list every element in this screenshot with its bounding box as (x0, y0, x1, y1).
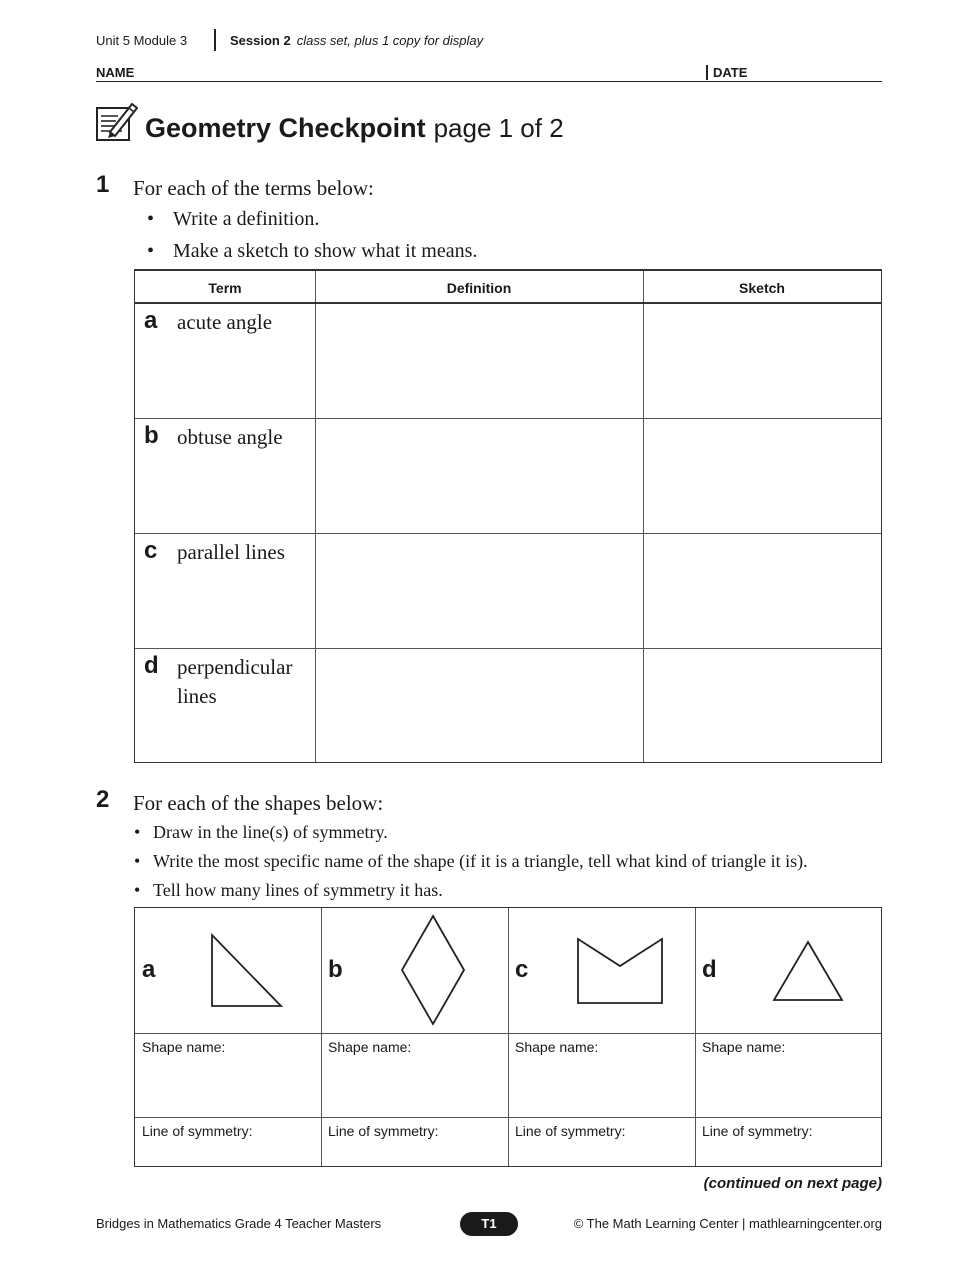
bullet-text: Make a sketch to show what it means. (173, 240, 478, 262)
right-triangle-shape (210, 933, 284, 1009)
row-divider (135, 1117, 881, 1118)
title-page-indicator: page 1 of 2 (433, 113, 564, 143)
question-2-number: 2 (96, 786, 110, 813)
question-2-bullet: • Tell how many lines of symmetry it has. (134, 880, 443, 900)
symmetry-label: Line of symmetry: (142, 1123, 253, 1139)
term-text: obtuse angle (177, 425, 283, 449)
column-header-definition: Definition (446, 280, 512, 296)
column-divider (315, 271, 316, 762)
rhombus-shape (400, 914, 466, 1026)
column-header-sketch: Sketch (739, 280, 785, 296)
row-letter: c (144, 537, 158, 564)
symmetry-label: Line of symmetry: (515, 1123, 626, 1139)
row-letter: b (144, 422, 159, 449)
row-letter: a (144, 307, 158, 334)
shape-letter: b (328, 956, 343, 983)
row-letter: d (144, 652, 159, 679)
column-divider (695, 908, 696, 1166)
name-date-line (96, 81, 882, 82)
column-divider (321, 908, 322, 1166)
row-divider (135, 533, 881, 534)
shape-name-label: Shape name: (142, 1039, 226, 1055)
symmetry-label: Line of symmetry: (328, 1123, 439, 1139)
shape-name-label: Shape name: (328, 1039, 412, 1055)
header-divider-line (135, 302, 881, 304)
question-2-bullet: • Write the most specific name of the shape (if it is a triangle, tell what kind of triangle it is). (134, 851, 808, 871)
session-note: class set, plus 1 copy for display (296, 33, 484, 48)
footer-book-title: Bridges in Mathematics Grade 4 Teacher Masters (96, 1216, 382, 1231)
bullet-text: Write a definition. (173, 208, 320, 230)
question-2-bullet: • Draw in the line(s) of symmetry. (134, 822, 388, 842)
row-divider (135, 1033, 881, 1034)
page-title (145, 113, 564, 144)
shape-letter: d (702, 956, 717, 983)
shape-letter: a (142, 956, 156, 983)
title-main: Geometry Checkpoint (145, 113, 426, 143)
shape-name-label: Shape name: (702, 1039, 786, 1055)
header-divider (214, 29, 216, 51)
column-divider (643, 271, 644, 762)
column-divider (508, 908, 509, 1166)
bullet-text: Tell how many lines of symmetry it has. (153, 880, 443, 900)
shape-name-label: Shape name: (515, 1039, 599, 1055)
footer-copyright: © The Math Learning Center | mathlearningcenter.org (573, 1216, 882, 1231)
row-divider (135, 418, 881, 419)
session-label: Session 2 (230, 33, 291, 48)
bullet-text: Draw in the line(s) of symmetry. (153, 822, 388, 842)
bullet-text: Write the most specific name of the shape (if it is a triangle, tell what kind of triangle it is). (153, 851, 808, 871)
question-1-number: 1 (96, 171, 110, 198)
shapes-table (134, 907, 882, 1167)
question-1-bullet: • Make a sketch to show what it means. (147, 240, 478, 262)
shape-letter: c (515, 956, 529, 983)
equilateral-triangle-shape (772, 940, 844, 1002)
worksheet-pencil-icon (96, 100, 138, 142)
column-header-term: Term (208, 280, 242, 296)
concave-pentagon-shape (576, 937, 664, 1005)
question-2-prompt: For each of the shapes below: (133, 791, 384, 815)
unit-module-label: Unit 5 Module 3 (96, 33, 188, 48)
question-1-prompt: For each of the terms below: (133, 176, 374, 200)
row-divider (135, 648, 881, 649)
symmetry-label: Line of symmetry: (702, 1123, 813, 1139)
question-1-bullet: • Write a definition. (147, 208, 320, 230)
session-info (230, 33, 483, 48)
term-text: parallel lines (177, 540, 285, 564)
date-label: DATE (706, 65, 747, 80)
name-label: NAME (96, 65, 135, 80)
page-badge: T1 (460, 1212, 518, 1236)
continued-note: (continued on next page) (703, 1175, 882, 1192)
terms-table (134, 269, 882, 763)
term-text: perpendicular lines (177, 655, 293, 708)
term-text: acute angle (177, 310, 273, 334)
